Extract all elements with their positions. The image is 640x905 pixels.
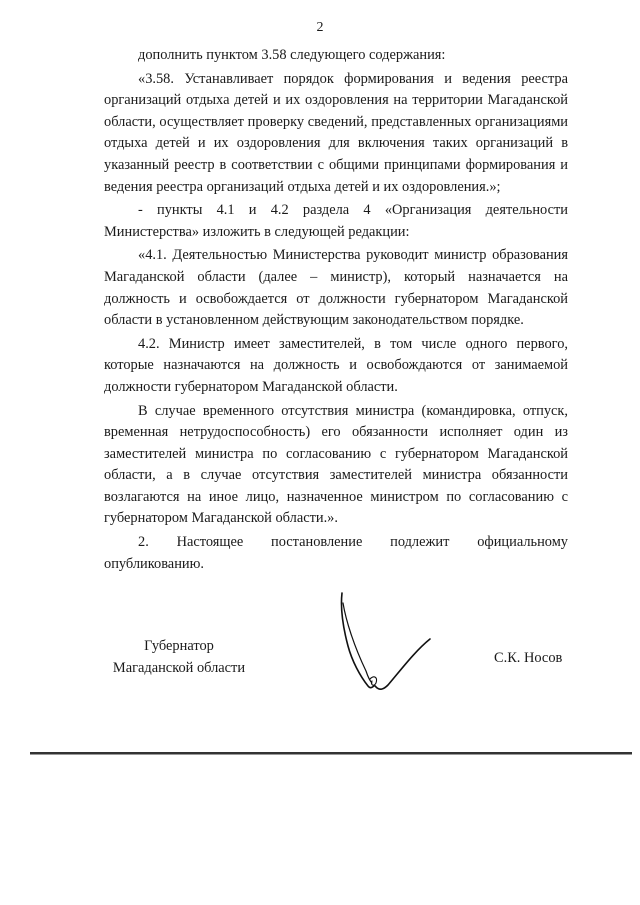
paragraph-items-4-1-4-2: - пункты 4.1 и 4.2 раздела 4 «Организация деятельности Министерства» изложить в следующей редакции:: [104, 202, 568, 240]
signatory-name: С.К. Носов: [494, 650, 563, 666]
page-number: 2: [316, 20, 324, 35]
paragraph-item-4-2: 4.2. Министр имеет заместителей, в том числе одного первого, которые назначаются на должность и освобождаются от занимаемой должности губернатором Магаданской области.: [104, 335, 568, 395]
paragraph-item-4-1: «4.1. Деятельностью Министерства руководит министр образования Магаданской области (далее – министр), который назначается на должность и освобождается от должности губернатором Магаданской области в установленном действующим законодательством порядке.: [104, 247, 568, 329]
signatory-title: [104, 636, 254, 679]
signatory-title-line1: Губернатор: [144, 638, 214, 654]
paragraph-temporary-absence: В случае временного отсутствия министра (командировка, отпуск, временная нетрудоспособность) его обязанности исполняет один из заместителей министра по согласованию с губернатором Магаданской области, а в случае отсутствия заместителей министра обязанности возлагаются на иное лицо, назначенное министром по согласованию с губернатором Магаданской области.».: [104, 402, 568, 527]
footer-divider: [30, 752, 632, 754]
signatory-title-line2: Магаданской области: [112, 659, 246, 676]
paragraph-publication: 2. Настоящее постановление подлежит официальному опубликованию.: [104, 534, 568, 572]
document-body: [104, 45, 568, 575]
paragraph-item-3-58: «3.58. Устанавливает порядок формирования и ведения реестра организаций отдыха детей и их оздоровления на территории Магаданской области, осуществляет проверку сведений, представленных организациями отдыха детей и их оздоровления для включения таких организаций в указанный реестр в соответствии с общими принципами формирования и ведения реестра организаций отдыха детей и их оздоровления.»;: [104, 70, 568, 195]
paragraph-intro: дополнить пунктом 3.58 следующего содержания:: [138, 47, 446, 63]
handwritten-signature: [330, 591, 440, 696]
